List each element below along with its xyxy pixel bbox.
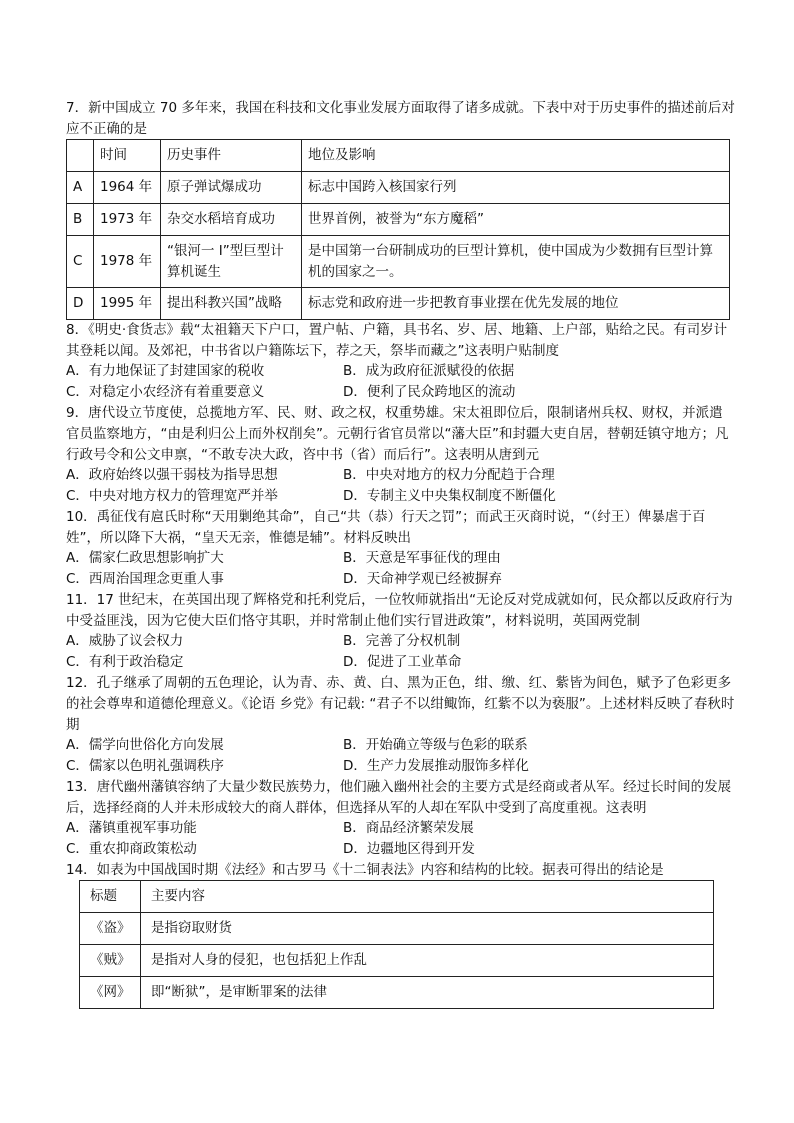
table-row — [67, 172, 730, 204]
table-row — [80, 913, 714, 945]
option-b: B．天意是军事征伐的理由 — [343, 550, 501, 566]
table-row — [67, 236, 730, 288]
option-c: C．儒家以色明礼强调秩序 — [66, 757, 224, 774]
question-8-stem: 8．《明史·食货志》载“太祖籍天下户口，置户帖、户籍，具书名、岁、居、地籍、上户部，贴给之民。有司岁计其登耗以闻。及郊祀，中书省以户籍陈坛下，荐之天，祭毕而藏之”这表明户贴制度 — [66, 322, 728, 359]
table-header-cell — [67, 140, 94, 172]
table-cell: “银河一 I”型巨型计算机诞生 — [161, 236, 302, 288]
option-b: B．成为政府征派赋役的依据 — [343, 363, 515, 379]
option-b: B．商品经济繁荣发展 — [343, 820, 474, 836]
question-10-options — [66, 548, 736, 589]
table-cell: 《贼》 — [80, 945, 141, 977]
table-header-cell: 标题 — [80, 881, 141, 913]
question-12-options — [66, 735, 736, 776]
option-d: D．促进了工业革命 — [343, 653, 462, 670]
table-cell: 即“断狱”，是审断罪案的法律 — [141, 977, 714, 1009]
table-cell: A — [67, 172, 94, 204]
option-a: A．政府始终以强干弱枝为指导思想 — [66, 467, 278, 483]
option-a: A．有力地保证了封建国家的税收 — [66, 363, 265, 379]
option-d: D．生产力发展推动服饰多样化 — [343, 757, 529, 774]
question-13-stem: 13．唐代幽州藩镇容纳了大量少数民族势力，他们融入幽州社会的主要方式是经商或者从军。经过长时间的发展后，选择经商的人并未形成较大的商人群体，但选择从军的人却在军队中受到了高度重视。这表明 — [66, 779, 732, 816]
question-7-table — [66, 139, 730, 320]
table-row — [67, 288, 730, 320]
table-cell: B — [67, 204, 94, 236]
table-cell: 原子弹试爆成功 — [161, 172, 302, 204]
table-header-row — [67, 140, 730, 172]
option-d: D．边疆地区得到开发 — [343, 840, 475, 857]
table-cell: 1964 年 — [94, 172, 161, 204]
option-d: D．便利了民众跨地区的流动 — [343, 383, 516, 400]
table-header-cell: 时间 — [94, 140, 161, 172]
table-cell: D — [67, 288, 94, 320]
table-header-cell: 主要内容 — [141, 881, 714, 913]
question-9-options — [66, 465, 736, 506]
table-row — [67, 204, 730, 236]
option-a: A．藩镇重视军事功能 — [66, 820, 197, 836]
table-cell: 标志中国跨入核国家行列 — [302, 172, 730, 204]
table-cell: 1995 年 — [94, 288, 161, 320]
question-11-options — [66, 631, 736, 672]
option-a: A．儒学向世俗化方向发展 — [66, 737, 224, 753]
option-b: B．开始确立等级与色彩的联系 — [343, 737, 528, 753]
table-header-cell: 历史事件 — [161, 140, 302, 172]
table-row — [80, 945, 714, 977]
table-cell: 1978 年 — [94, 236, 161, 288]
table-header-cell: 地位及影响 — [302, 140, 730, 172]
table-cell: 是指窃取财货 — [141, 913, 714, 945]
table-row — [80, 977, 714, 1009]
table-header-row — [80, 881, 714, 913]
table-cell: C — [67, 236, 94, 288]
option-b: B．完善了分权机制 — [343, 633, 461, 649]
option-d: D．天命神学观已经被摒弃 — [343, 570, 502, 587]
option-c: C．有利于政治稳定 — [66, 653, 184, 670]
option-c: C．对稳定小农经济有着重要意义 — [66, 383, 265, 400]
table-cell: 世界首例，被誉为“东方魔稻” — [302, 204, 730, 236]
table-cell: 《盗》 — [80, 913, 141, 945]
option-a: A．威胁了议会权力 — [66, 633, 184, 649]
table-cell: 是指对人身的侵犯，也包括犯上作乱 — [141, 945, 714, 977]
option-b: B．中央对地方的权力分配趋于合理 — [343, 467, 555, 483]
option-d: D．专制主义中央集权制度不断僵化 — [343, 487, 556, 504]
table-cell: 标志党和政府进一步把教育事业摆在优先发展的地位 — [302, 288, 730, 320]
question-10-stem: 10．禹征伐有扈氏时称“天用剿绝其命”，自己“共（恭）行天之罚”；而武王灭商时说，“（纣王）俾暴虐于百姓”，所以降下大祸，“皇天无亲，惟德是辅”。材料反映出 — [66, 509, 706, 546]
table-cell: 杂交水稻培育成功 — [161, 204, 302, 236]
option-c: C．中央对地方权力的管理宽严并举 — [66, 487, 278, 504]
option-a: A．儒家仁政思想影响扩大 — [66, 550, 224, 566]
question-12-stem: 12．孔子继承了周朝的五色理论，认为青、赤、黄、白、黑为正色，绀、缴、红、紫皆为间色，赋予了色彩更多的社会尊卑和道德伦理意义。《论语 乡党》有记载: “君子不以绀鲰饰，红紫不以为亵服”。上述材料反映了春秋时期 — [66, 675, 735, 733]
question-9-stem: 9．唐代设立节度使，总揽地方军、民、财、政之权，权重势雄。宋太祖即位后，限制诸州兵权、财权，并派遣官员监察地方，“由是利归公上而外权削矣”。元朝行省官员常以“藩大臣”和封疆大吏自居，替朝廷镇守地方；凡行政号令和公文申禀，“不敢专决大政，咨中书（省）而后行”。这表明从唐到元 — [66, 405, 729, 463]
option-c: C．重农抑商政策松动 — [66, 840, 197, 857]
question-13-options — [66, 818, 736, 859]
question-11-stem: 11．17 世纪末，在英国出现了辉格党和托利党后，一位牧师就指出“无论反对党成就如何，民众都以反政府行为中受益匪浅，因为它使大臣们恪守其职，并时常制止他们实行冒进政策”，材料说明，英国两党制 — [66, 592, 733, 629]
question-8-options — [66, 361, 736, 402]
table-cell: 是中国第一台研制成功的巨型计算机，使中国成为少数拥有巨型计算机的国家之一。 — [302, 236, 730, 288]
table-cell: 《网》 — [80, 977, 141, 1009]
option-c: C．西周治国理念更重人事 — [66, 570, 224, 587]
table-cell: 提出科教兴国”战略 — [161, 288, 302, 320]
question-14-table — [79, 880, 714, 1009]
question-7-stem: 7．新中国成立 70 多年来，我国在科技和文化事业发展方面取得了诸多成就。下表中对于历史事件的描述前后对应不正确的是 — [66, 100, 735, 137]
table-cell: 1973 年 — [94, 204, 161, 236]
question-14-stem: 14．如表为中国战国时期《法经》和古罗马《十二铜表法》内容和结构的比较。据表可得出的结论是 — [66, 862, 664, 878]
